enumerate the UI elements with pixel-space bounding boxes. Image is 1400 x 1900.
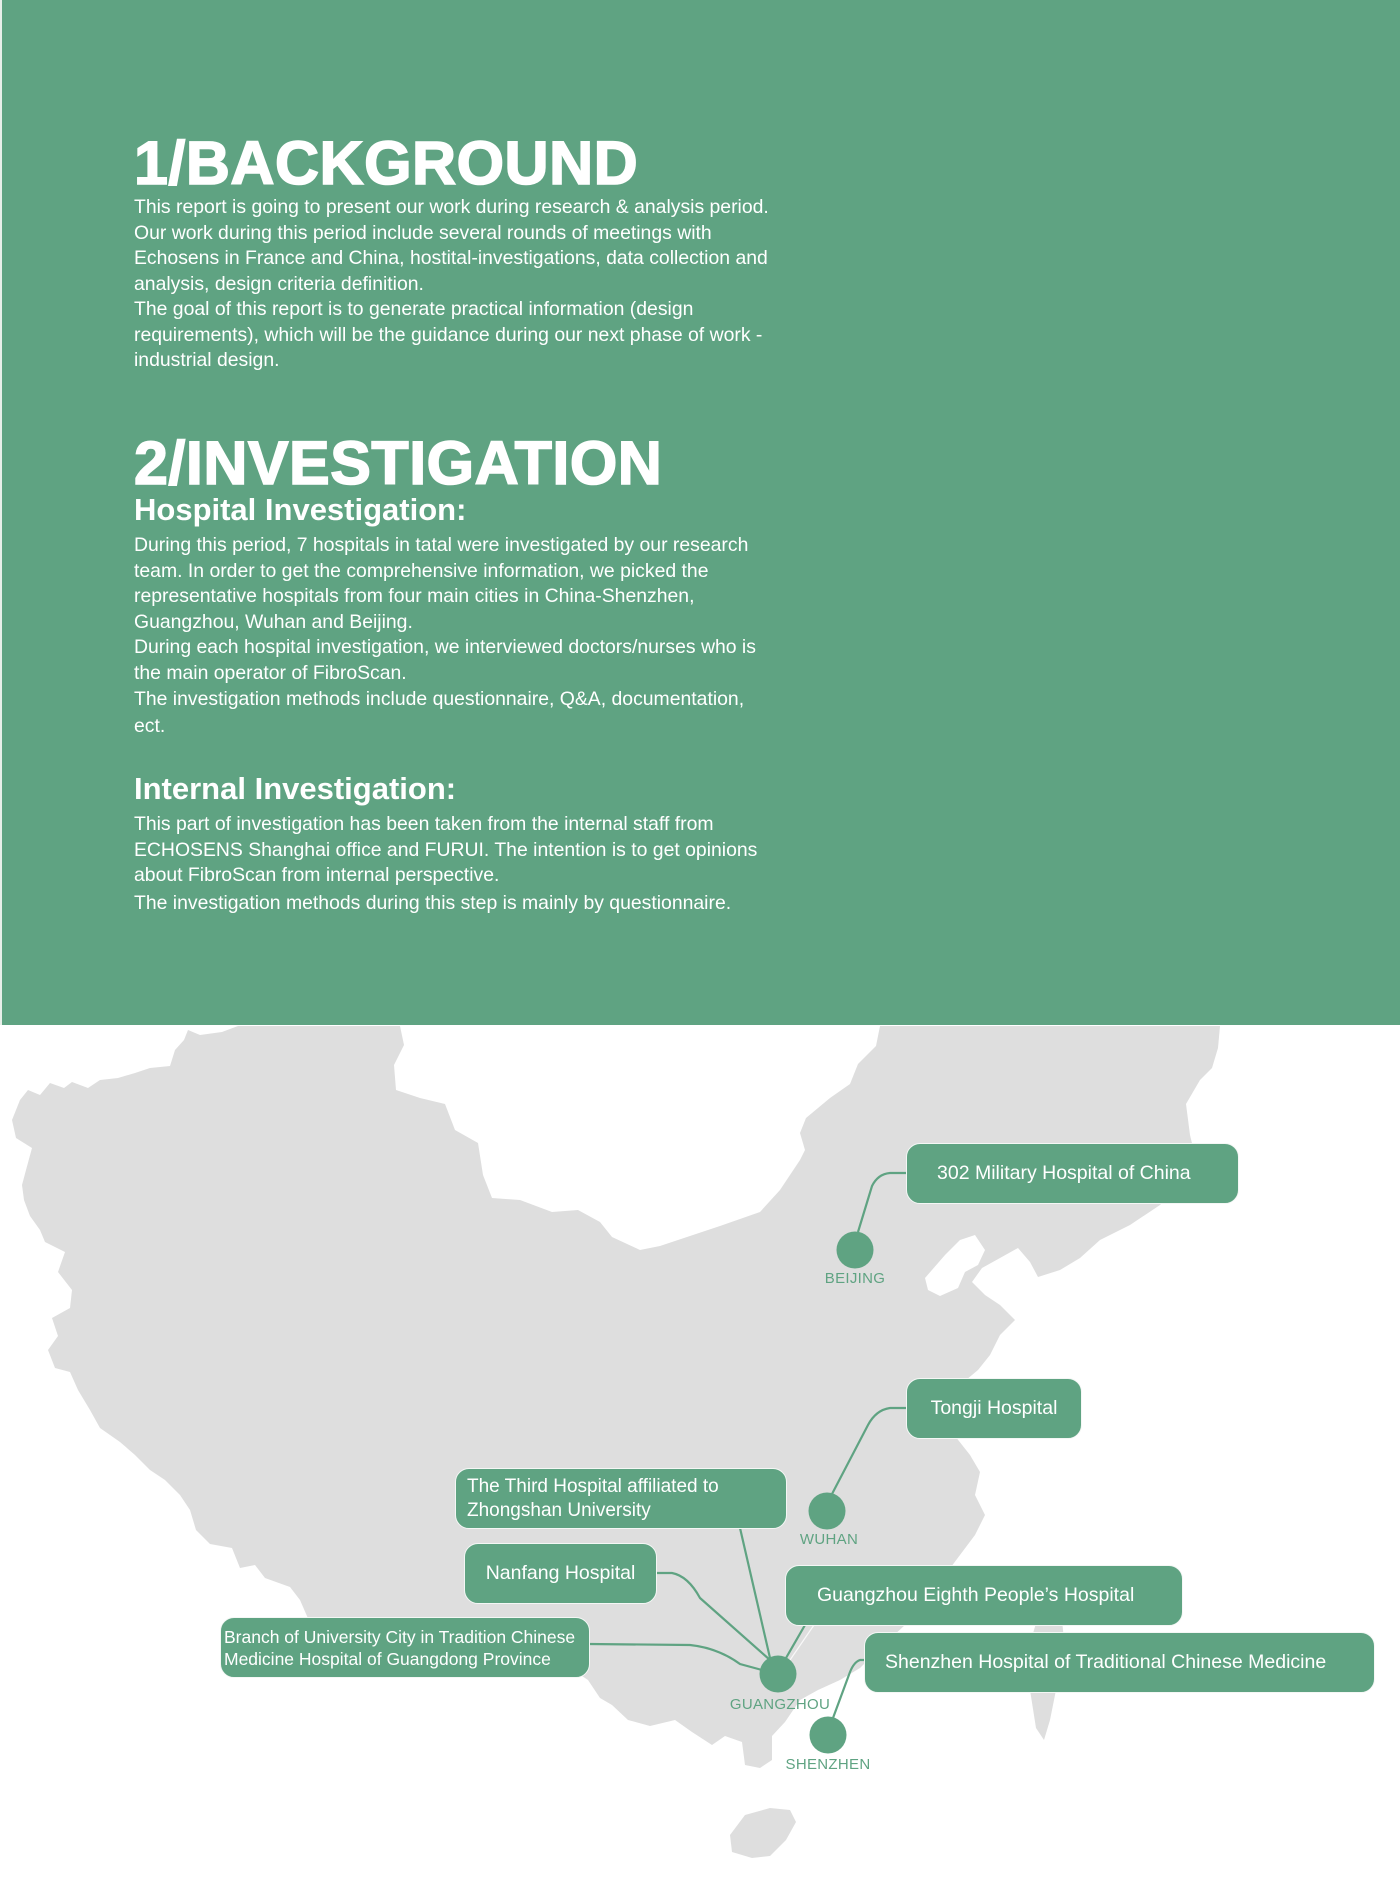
- city-marker-wuhan[interactable]: [809, 1493, 846, 1530]
- city-label-shenzhen: SHENZHEN: [785, 1756, 871, 1773]
- city-label-wuhan: WUHAN: [799, 1531, 859, 1548]
- hospital-box-tongji[interactable]: [906, 1378, 1082, 1439]
- internal-paragraph-2: [134, 891, 830, 917]
- text-line: analysis, design criteria definition.: [134, 272, 424, 295]
- text-line: representative hospitals from four main cities in China-Shenzhen,: [134, 585, 695, 607]
- city-label-beijing: BEIJING: [824, 1270, 886, 1287]
- background-paragraph-2: [134, 297, 830, 374]
- city-marker-shenzhen[interactable]: [810, 1717, 847, 1754]
- city-label-guangzhou: GUANGZHOU: [729, 1696, 831, 1713]
- internal-paragraph-1: [134, 812, 830, 889]
- hospital-name: Guangzhou Eighth People’s Hospital: [817, 1583, 1135, 1606]
- text-line: The investigation methods include questionnaire, Q&A, documentation,: [134, 688, 745, 710]
- hospital-paragraph-3: [134, 686, 830, 740]
- text-line: Echosens in France and China, hostital-investigations, data collection and: [134, 247, 768, 269]
- text-line: the main operator of FibroScan.: [134, 661, 407, 684]
- hospital-box-nanfang[interactable]: [464, 1543, 657, 1604]
- background-paragraph-1: [134, 195, 830, 297]
- hospital-box-shenzhen-tcm[interactable]: [864, 1632, 1375, 1693]
- hospital-investigation-heading: Hospital Investigation:: [134, 492, 467, 527]
- text-line: ect.: [134, 715, 166, 737]
- section-title-investigation: 2/INVESTIGATION: [134, 429, 663, 497]
- text-line: The goal of this report is to generate practical information (design: [134, 298, 694, 320]
- text-line: Guangzhou, Wuhan and Beijing.: [134, 610, 413, 633]
- text-line: Zhongshan University: [467, 1499, 651, 1521]
- hospital-name: 302 Military Hospital of China: [937, 1161, 1191, 1184]
- section-title-background: 1/BACKGROUND: [134, 129, 639, 197]
- text-line: The Third Hospital affiliated to: [467, 1475, 719, 1497]
- internal-investigation-heading: Internal Investigation:: [134, 771, 457, 806]
- text-line: requirements), which will be the guidance during our next phase of work -: [134, 323, 763, 346]
- hospital-name: [224, 1626, 575, 1670]
- text-line: Branch of University City in Tradition Chinese: [224, 1626, 576, 1647]
- city-marker-beijing[interactable]: [837, 1232, 874, 1269]
- hospital-paragraph-2: [134, 635, 830, 686]
- text-line: Our work during this period include several rounds of meetings with: [134, 221, 712, 244]
- text-line: team. In order to get the comprehensive information, we picked the: [134, 559, 709, 582]
- text-line: During this period, 7 hospitals in tatal were investigated by our research: [134, 534, 749, 556]
- text-line: ECHOSENS Shanghai office and FURUI. The intention is to get opinions: [134, 838, 758, 861]
- hospital-name: Tongji Hospital: [930, 1396, 1058, 1419]
- hospital-box-branch-university-city[interactable]: [220, 1617, 590, 1678]
- text-line: Medicine Hospital of Guangdong Province: [224, 1648, 551, 1669]
- china-map: [0, 1025, 1400, 1900]
- city-marker-guangzhou[interactable]: [760, 1656, 797, 1693]
- text-line: The investigation methods during this step is mainly by questionnaire.: [134, 892, 732, 914]
- text-line: about FibroScan from internal perspective.: [134, 864, 500, 886]
- hospital-box-302-military[interactable]: [906, 1143, 1239, 1204]
- hospital-paragraph-1: [134, 533, 830, 635]
- hospital-box-guangzhou-eighth[interactable]: [785, 1565, 1183, 1626]
- hospital-name: Nanfang Hospital: [485, 1561, 636, 1584]
- text-line: During each hospital investigation, we interviewed doctors/nurses who is: [134, 636, 756, 658]
- hospital-name: Shenzhen Hospital of Traditional Chinese Medicine: [885, 1650, 1327, 1673]
- text-line: This report is going to present our work during research & analysis period.: [134, 196, 769, 218]
- text-line: industrial design.: [134, 349, 280, 371]
- hospital-box-third-zhongshan[interactable]: [455, 1468, 787, 1529]
- hospital-name: [467, 1475, 719, 1523]
- text-line: This part of investigation has been taken from the internal staff from: [134, 813, 714, 835]
